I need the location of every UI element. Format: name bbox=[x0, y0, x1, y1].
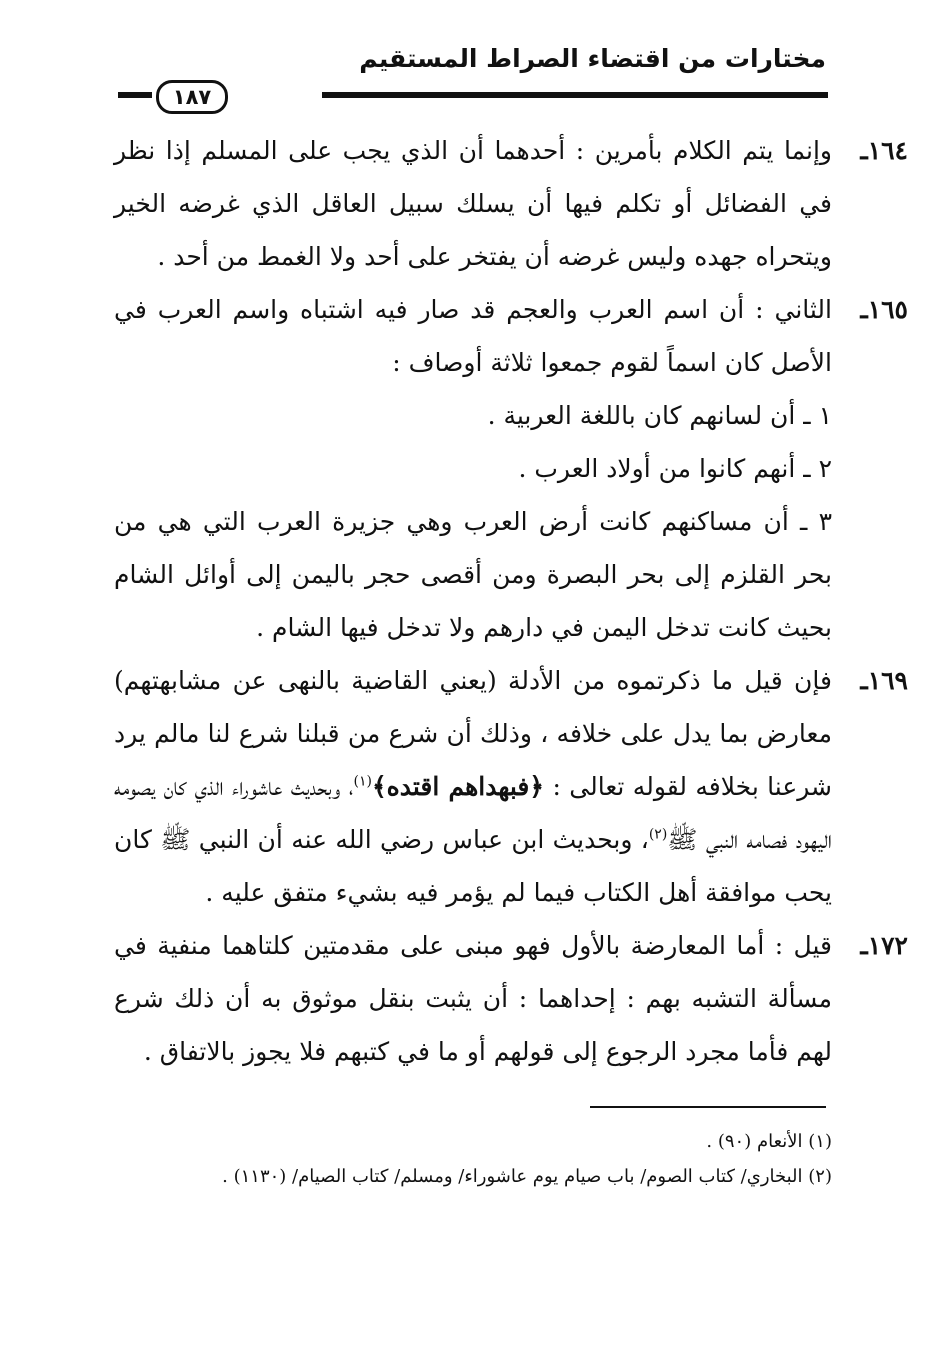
footnote-ref-1[interactable]: (١) bbox=[353, 773, 372, 790]
footnotes bbox=[114, 1124, 832, 1194]
footnote-1: (١) الأنعام (٩٠) . bbox=[706, 1131, 832, 1152]
page-body bbox=[114, 124, 908, 1078]
paragraph-text-after: ، وبحديث ابن عباس رضي الله عنه أن النبي ﷺ كان يحب موافقة أهل الكتاب فيما لم يؤمر فيه بشيء متفق عليه . bbox=[114, 825, 832, 907]
page-number: ١٨٧ bbox=[156, 80, 228, 114]
list-item-text: ١ ـ أن لسانهم كان باللغة العربية . bbox=[487, 401, 832, 430]
footnote-separator bbox=[590, 1106, 826, 1108]
paragraph-number: ١٦٩ـ bbox=[860, 666, 908, 695]
footnote-2: (٢) البخاري/ كتاب الصوم/ باب صيام يوم عاشوراء/ ومسلم/ كتاب الصيام/ (١١٣٠) . bbox=[222, 1166, 832, 1187]
paragraph-172 bbox=[114, 919, 908, 1078]
header-rule-line bbox=[322, 92, 828, 98]
paragraph-165 bbox=[114, 283, 908, 389]
list-item-text: ٢ ـ أنهم كانوا من أولاد العرب . bbox=[518, 454, 832, 483]
quran-quote: ﴿فبهداهم اقتده﴾ bbox=[372, 772, 545, 801]
paragraph-number: ١٦٥ـ bbox=[860, 295, 908, 324]
paragraph-number: ١٦٤ـ bbox=[860, 136, 908, 165]
header-rule-line-short bbox=[118, 92, 152, 98]
paragraph-169 bbox=[114, 654, 908, 919]
list-item-text: ٣ ـ أن مساكنهم كانت أرض العرب وهي جزيرة العرب التي هي من بحر القلزم إلى بحر البصرة ومن أقصى حجر باليمن إلى أوائل الشام بحيث كانت تدخل اليمن في دارهم ولا تدخل فيها الشام . bbox=[114, 507, 832, 642]
paragraph-number: ١٧٢ـ bbox=[860, 931, 908, 960]
footnote-ref-2[interactable]: (٢) bbox=[648, 826, 668, 843]
list-item-1 bbox=[114, 389, 832, 442]
paragraph-text-middle: ، وبحديث عاشوراء الذي كان يصومه اليهود فصامه النبي ﷺ bbox=[114, 772, 832, 854]
header-rule bbox=[118, 85, 828, 109]
paragraph-text: وإنما يتم الكلام بأمرين : أحدهما أن الذي يجب على المسلم إذا نظر في الفضائل أو تكلم فيها أن يسلك سبيل العاقل الذي غرضه الخير ويتحراه جهده وليس غرضه أن يفتخر على أحد ولا الغمط من أحد . bbox=[114, 136, 832, 271]
paragraph-164 bbox=[114, 124, 908, 283]
running-title: مختارات من اقتضاء الصراط المستقيم bbox=[359, 44, 826, 73]
paragraph-text: الثاني : أن اسم العرب والعجم قد صار فيه اشتباه واسم العرب في الأصل كان اسماً لقوم جمعوا ثلاثة أوصاف : bbox=[114, 295, 832, 377]
paragraph-text-before-quran: فإن قيل ما ذكرتموه من الأدلة (يعني القاضية بالنهى عن مشابهتهم) معارض بما يدل على خلافه ، وذلك أن شرع من قبلنا شرع لنا مالم يرد شرعنا بخلافه لقوله تعالى : bbox=[114, 666, 833, 801]
list-item-2 bbox=[114, 442, 832, 495]
list-item-3 bbox=[114, 495, 832, 654]
paragraph-text: قيل : أما المعارضة بالأول فهو مبنى على مقدمتين كلتاهما منفية في مسألة التشبه بهم : إحداهما : أن يثبت بنقل موثوق به أن ذلك شرع لهم فأما مجرد الرجوع إلى قولهم أو ما في كتبهم فلا يجوز بالاتفاق . bbox=[114, 931, 832, 1066]
